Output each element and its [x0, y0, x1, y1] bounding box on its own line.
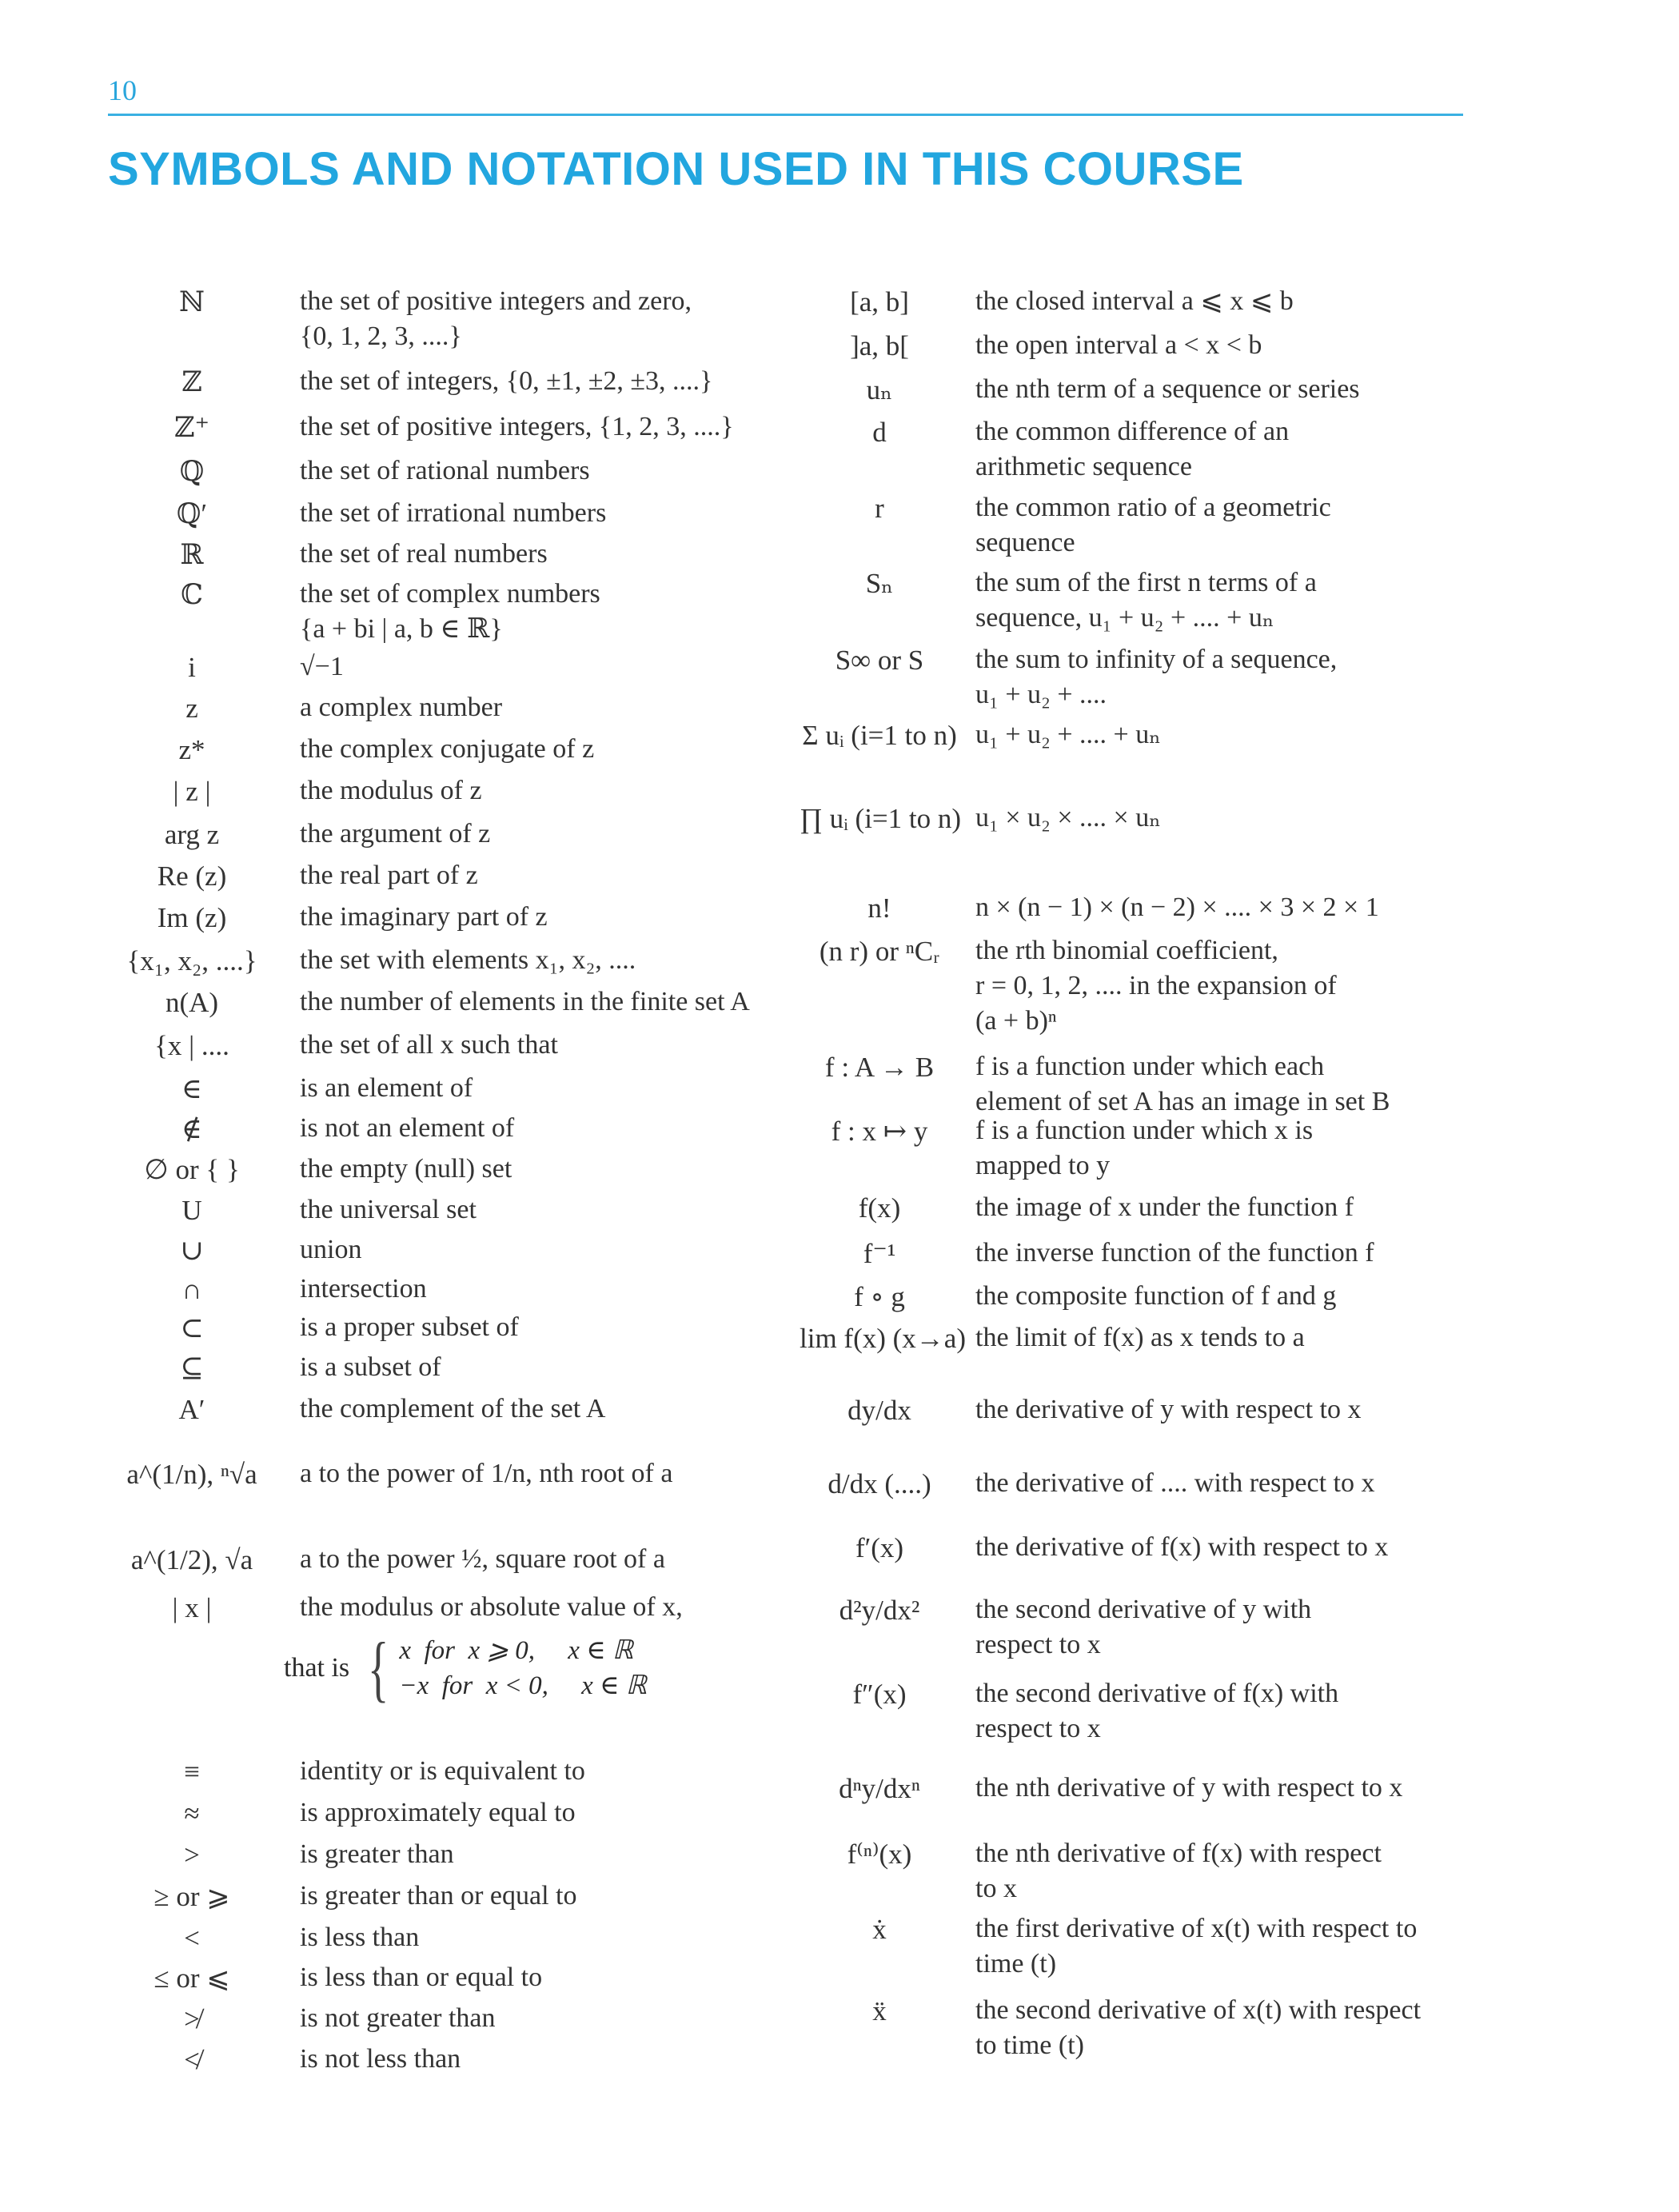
notation-description: [280, 1310, 784, 1345]
notation-symbol: [a, b]: [850, 286, 909, 317]
notation-symbol: ⊂: [180, 1312, 204, 1344]
description-line: is a proper subset of: [300, 1312, 519, 1342]
page-number: 10: [108, 74, 137, 106]
description-line: sequence, u₁ + u₂ + .... + uₙ: [975, 603, 1274, 633]
description-line: the derivative of y with respect to x: [975, 1395, 1362, 1424]
left-entry: [104, 1754, 784, 1790]
left-entry: [104, 732, 784, 768]
left-entry: [104, 1111, 784, 1147]
notation-description: [959, 933, 1487, 1039]
notation-description: [280, 409, 784, 445]
notation-description: [959, 328, 1487, 363]
description-line: is not less than: [300, 2044, 461, 2074]
notation-symbol: ∩: [181, 1274, 202, 1305]
description-line: the argument of z: [300, 819, 491, 848]
page-title: SYMBOLS AND NOTATION USED IN THIS COURSE: [108, 143, 1244, 195]
notation-symbol: arg z: [164, 819, 220, 850]
right-entry: [800, 1676, 1487, 1747]
case-lines: [399, 1633, 647, 1703]
notation-symbol: z: [185, 693, 198, 724]
notation-symbol: Re (z): [157, 860, 227, 892]
notation-symbol: f : x ↦ y: [831, 1116, 928, 1147]
description-line: identity or is equivalent to: [300, 1756, 585, 1786]
description-line: a to the power of 1/n, nth root of a: [300, 1459, 673, 1488]
notation-description: [280, 1754, 784, 1789]
notation-description: [280, 453, 784, 489]
description-line: {a + bi | a, b ∈ ℝ}: [300, 614, 503, 644]
left-entry: [104, 1071, 784, 1107]
notation-symbol: ≤ or ⩽: [154, 1962, 230, 1994]
notation-description: [280, 1456, 784, 1491]
notation-description: [280, 496, 784, 531]
notation-description: [280, 1920, 784, 1955]
description-line: the nth term of a sequence or series: [975, 374, 1360, 404]
description-line: the limit of f(x) as x tends to a: [975, 1323, 1305, 1352]
description-line: element of set A has an image in set B: [975, 1087, 1390, 1116]
notation-symbol: dy/dx: [847, 1395, 911, 1426]
right-entry: [800, 1592, 1487, 1663]
notation-description: [959, 890, 1487, 925]
notation-symbol: ℤ: [181, 366, 202, 397]
left-brace-icon: {: [368, 1627, 389, 1709]
description-line: a to the power ½, square root of a: [300, 1544, 665, 1574]
description-line: the set of rational numbers: [300, 456, 590, 485]
description-line: is less than or equal to: [300, 1962, 543, 1992]
right-entry: [800, 801, 1487, 836]
description-line: to x: [975, 1874, 1017, 1903]
left-entry: [104, 453, 784, 489]
notation-description: [280, 1152, 784, 1187]
description-line: (a + b)ⁿ: [975, 1006, 1057, 1036]
right-entry: [800, 565, 1487, 636]
left-entry: [104, 773, 784, 809]
notation-symbol: f : A → B: [824, 1052, 935, 1083]
description-line: the common ratio of a geometric: [975, 493, 1331, 522]
notation-description: [959, 1236, 1487, 1271]
notation-symbol: ∈: [181, 1073, 202, 1104]
description-line: the inverse function of the function f: [975, 1238, 1374, 1268]
notation-description: [280, 773, 784, 809]
description-line: the number of elements in the finite set A: [300, 987, 750, 1016]
notation-description: [280, 364, 784, 399]
notation-symbol: ℤ⁺: [173, 412, 210, 443]
notation-description: [959, 1911, 1487, 1982]
right-entry: [800, 1049, 1487, 1120]
notation-symbol: a^(1/n), ⁿ√a: [126, 1459, 257, 1490]
notation-description: [280, 1232, 784, 1268]
description-line: the common difference of an: [975, 417, 1290, 446]
notation-symbol: (n r) or ⁿCᵣ: [819, 936, 940, 967]
notation-symbol: f″(x): [852, 1679, 907, 1710]
notation-symbol: >: [184, 1839, 200, 1871]
case-line: −x for x < 0, x ∈ ℝ: [399, 1671, 647, 1700]
description-line: u₁ + u₂ + .... + uₙ: [975, 720, 1161, 749]
notation-symbol: <: [184, 1923, 200, 1954]
notation-description: [959, 717, 1487, 753]
notation-description: [959, 1190, 1487, 1225]
notation-description: [280, 2042, 784, 2077]
description-line: the derivative of f(x) with respect to x: [975, 1532, 1389, 1562]
description-line: the set of positive integers, {1, 2, 3, ....}: [300, 412, 734, 441]
notation-description: [280, 1350, 784, 1385]
right-entry: [800, 328, 1487, 364]
left-entry: [104, 984, 784, 1020]
notation-description: [959, 565, 1487, 636]
description-line: the set of complex numbers: [300, 579, 600, 609]
description-line: the set of positive integers and zero,: [300, 286, 692, 316]
notation-description: [280, 900, 784, 935]
notation-description: [280, 1542, 784, 1577]
left-entry: [104, 2042, 784, 2078]
right-entry: [800, 1836, 1487, 1907]
description-line: the rth binomial coefficient,: [975, 936, 1278, 965]
right-entry: [800, 717, 1487, 753]
modulus-cases: [284, 1627, 647, 1709]
notation-symbol: n!: [867, 892, 891, 924]
left-entry: [104, 1542, 784, 1578]
notation-symbol: a^(1/2), √a: [130, 1544, 253, 1575]
right-entry: [800, 1911, 1487, 1982]
notation-symbol: A′: [178, 1394, 205, 1425]
notation-symbol: S∞ or S: [835, 645, 924, 676]
notation-symbol: f(x): [858, 1192, 901, 1224]
left-entry: [104, 409, 784, 445]
description-line: the sum to infinity of a sequence,: [975, 645, 1338, 674]
description-line: is not an element of: [300, 1113, 515, 1143]
header-rule: [108, 114, 1463, 116]
left-entry: [104, 284, 784, 354]
description-line: f is a function under which x is: [975, 1116, 1314, 1145]
description-line: the closed interval a ⩽ x ⩽ b: [975, 286, 1294, 316]
notation-description: [280, 1192, 784, 1228]
notation-symbol: ≡: [184, 1756, 200, 1787]
description-line: the sum of the first n terms of a: [975, 568, 1317, 597]
notation-symbol: ∉: [181, 1113, 202, 1144]
left-entry: [104, 1391, 784, 1427]
notation-symbol: ≈: [184, 1798, 200, 1829]
notation-symbol: ℚ: [179, 456, 205, 487]
notation-symbol: f⁽ⁿ⁾(x): [847, 1839, 912, 1870]
description-line: the nth derivative of y with respect to x: [975, 1773, 1403, 1803]
description-line: the complement of the set A: [300, 1394, 606, 1423]
left-entry: [104, 1879, 784, 1915]
description-line: union: [300, 1235, 362, 1264]
left-entry: [104, 1590, 784, 1626]
description-line: n × (n − 1) × (n − 2) × .... × 3 × 2 × 1: [975, 892, 1379, 922]
description-line: u₁ × u₂ × .... × uₙ: [975, 803, 1161, 832]
notation-symbol: ∏ uᵢ (i=1 to n): [800, 803, 962, 834]
left-entry: [104, 1350, 784, 1386]
notation-symbol: f⁻¹: [863, 1238, 896, 1269]
notation-description: [959, 1279, 1487, 1314]
description-line: the complex conjugate of z: [300, 734, 595, 764]
notation-symbol: ẋ: [872, 1914, 887, 1945]
description-line: the second derivative of x(t) with respect: [975, 1995, 1422, 2025]
notation-description: [959, 414, 1487, 485]
left-entry: [104, 1152, 784, 1188]
description-line: the composite function of f and g: [975, 1281, 1337, 1311]
right-entry: [800, 1392, 1487, 1428]
left-entry: [104, 649, 784, 685]
notation-symbol: f′(x): [855, 1532, 904, 1563]
description-line: is not greater than: [300, 2003, 496, 2033]
description-line: a complex number: [300, 693, 503, 722]
notation-symbol: Σ uᵢ (i=1 to n): [802, 720, 957, 751]
left-entry: [104, 1310, 784, 1346]
notation-symbol: ℝ: [180, 539, 204, 570]
left-entry: [104, 1456, 784, 1492]
notation-symbol: ≥ or ⩾: [154, 1881, 230, 1912]
case-line: x for x ⩾ 0, x ∈ ℝ: [399, 1636, 634, 1665]
right-entry: [800, 1113, 1487, 1184]
notation-description: [280, 537, 784, 572]
right-entry: [800, 1993, 1487, 2063]
notation-symbol: ]a, b[: [850, 330, 909, 361]
notation-symbol: Sₙ: [865, 568, 894, 599]
notation-symbol: ≯: [184, 2003, 200, 2034]
notation-description: [280, 577, 784, 647]
description-line: is a subset of: [300, 1352, 441, 1382]
left-entry: [104, 1920, 784, 1956]
notation-symbol: z*: [178, 734, 205, 765]
notation-symbol: ⊆: [180, 1352, 204, 1383]
description-line: r = 0, 1, 2, .... in the expansion of: [975, 971, 1337, 1000]
notation-description: [959, 642, 1487, 713]
notation-symbol: n(A): [165, 987, 219, 1018]
left-entry: [104, 364, 784, 400]
notation-description: [959, 1320, 1487, 1356]
notation-description: [280, 1960, 784, 1995]
description-line: the set of integers, {0, ±1, ±2, ±3, ....}: [300, 366, 713, 396]
right-entry: [800, 372, 1487, 408]
notation-description: [280, 1879, 784, 1914]
description-line: the nth derivative of f(x) with respect: [975, 1839, 1382, 1868]
notation-description: [959, 1592, 1487, 1663]
notation-description: [959, 1113, 1487, 1184]
notation-description: [959, 1836, 1487, 1907]
right-entry: [800, 1279, 1487, 1315]
notation-symbol: | x |: [172, 1592, 212, 1623]
description-line: sequence: [975, 528, 1075, 557]
notation-symbol: | z |: [173, 776, 211, 807]
notation-symbol: uₙ: [866, 374, 893, 405]
right-entry: [800, 1466, 1487, 1502]
that-is-label: that is: [284, 1653, 350, 1683]
description-line: intersection: [300, 1274, 427, 1304]
notation-symbol: ∅ or { }: [144, 1154, 240, 1185]
left-entry: [104, 537, 784, 573]
notation-symbol: Im (z): [157, 902, 227, 933]
right-entry: [800, 1190, 1487, 1226]
left-entry: [104, 1028, 784, 1064]
notation-description: [280, 1028, 784, 1063]
left-entry: [104, 900, 784, 936]
description-line: is less than: [300, 1923, 420, 1952]
left-entry: [104, 496, 784, 532]
left-entry: [104, 817, 784, 852]
notation-description: [959, 1530, 1487, 1565]
description-line: the set of irrational numbers: [300, 498, 607, 528]
description-line: the open interval a < x < b: [975, 330, 1262, 360]
notation-symbol: d: [872, 417, 887, 448]
notation-description: [280, 1391, 784, 1427]
notation-description: [280, 690, 784, 725]
description-line: the image of x under the function f: [975, 1192, 1354, 1222]
right-entry: [800, 1530, 1487, 1566]
description-line: is approximately equal to: [300, 1798, 576, 1827]
left-entry: [104, 2001, 784, 2037]
description-line: the set of all x such that: [300, 1030, 558, 1060]
description-line: the modulus of z: [300, 776, 482, 805]
left-entry: [104, 690, 784, 726]
left-entry: [104, 1272, 784, 1308]
notation-description: [280, 1111, 784, 1146]
description-line: is greater than or equal to: [300, 1881, 577, 1911]
notation-symbol: ≮: [184, 2044, 200, 2075]
description-line: to time (t): [975, 2030, 1084, 2060]
notation-description: [959, 1676, 1487, 1747]
notation-description: [280, 1837, 784, 1872]
right-entry: [800, 890, 1487, 926]
notation-description: [280, 817, 784, 852]
notation-symbol: f ∘ g: [854, 1281, 905, 1312]
description-line: the set of real numbers: [300, 539, 548, 569]
notation-description: [280, 2001, 784, 2036]
left-entry: [104, 1232, 784, 1268]
description-line: time (t): [975, 1949, 1057, 1978]
notation-description: [280, 984, 784, 1020]
notation-description: [280, 649, 784, 685]
description-line: is greater than: [300, 1839, 454, 1869]
notation-description: [959, 1049, 1487, 1120]
description-line: f is a function under which each: [975, 1052, 1325, 1081]
description-line: the modulus or absolute value of x,: [300, 1592, 683, 1622]
left-entry: [104, 577, 784, 647]
right-entry: [800, 284, 1487, 320]
notation-description: [959, 490, 1487, 561]
description-line: √−1: [300, 652, 344, 681]
description-line: {0, 1, 2, 3, ....}: [300, 321, 462, 351]
left-entry: [104, 858, 784, 894]
description-line: is an element of: [300, 1073, 473, 1103]
notation-symbol: d/dx (....): [828, 1468, 931, 1499]
notation-description: [959, 1466, 1487, 1501]
notation-symbol: d²y/dx²: [839, 1595, 920, 1626]
notation-symbol: i: [188, 652, 196, 683]
right-entry: [800, 642, 1487, 713]
notation-description: [280, 943, 784, 978]
notation-symbol: ℂ: [181, 579, 203, 610]
right-entry: [800, 1320, 1487, 1356]
description-line: the first derivative of x(t) with respect to: [975, 1914, 1418, 1943]
notation-description: [959, 1993, 1487, 2063]
notation-description: [959, 801, 1487, 836]
notation-description: [280, 1590, 784, 1625]
description-line: the imaginary part of z: [300, 902, 548, 932]
description-line: the second derivative of y with: [975, 1595, 1312, 1624]
notation-description: [959, 284, 1487, 319]
notation-description: [280, 858, 784, 893]
description-line: respect to x: [975, 1714, 1101, 1743]
right-entry: [800, 1236, 1487, 1272]
notation-description: [959, 1771, 1487, 1806]
description-line: the second derivative of f(x) with: [975, 1679, 1339, 1708]
right-entry: [800, 414, 1487, 485]
notation-description: [959, 372, 1487, 407]
description-line: the set with elements x₁, x₂, ....: [300, 945, 636, 975]
left-entry: [104, 1837, 784, 1873]
left-entry: [104, 1192, 784, 1228]
description-line: u₁ + u₂ + ....: [975, 680, 1107, 709]
notation-symbol: lim f(x) (x→a): [800, 1323, 966, 1354]
description-line: respect to x: [975, 1630, 1101, 1659]
description-line: mapped to y: [975, 1151, 1111, 1180]
notation-description: [280, 284, 784, 354]
notation-description: [959, 1392, 1487, 1427]
left-entry: [104, 1960, 784, 1996]
notation-description: [280, 732, 784, 767]
notation-symbol: U: [181, 1195, 202, 1226]
notation-symbol: ℕ: [179, 286, 205, 317]
right-entry: [800, 1771, 1487, 1807]
left-entry: [104, 1795, 784, 1831]
notation-symbol: ẍ: [872, 1995, 887, 2026]
notation-description: [280, 1272, 784, 1307]
notation-description: [280, 1071, 784, 1106]
description-line: the universal set: [300, 1195, 477, 1224]
notation-symbol: {x₁, x₂, ....}: [126, 945, 257, 976]
notation-symbol: ℚ′: [176, 498, 208, 529]
notation-symbol: r: [875, 493, 884, 524]
right-entry: [800, 933, 1487, 1039]
notation-description: [280, 1795, 784, 1831]
notation-symbol: ∪: [180, 1235, 204, 1266]
description-line: arithmetic sequence: [975, 452, 1192, 481]
notation-symbol: {x | ....: [154, 1030, 229, 1061]
right-entry: [800, 490, 1487, 561]
description-line: the real part of z: [300, 860, 478, 890]
description-line: the empty (null) set: [300, 1154, 512, 1184]
description-line: the derivative of .... with respect to x: [975, 1468, 1375, 1498]
notation-symbol: dⁿy/dxⁿ: [839, 1773, 920, 1804]
left-entry: [104, 943, 784, 979]
